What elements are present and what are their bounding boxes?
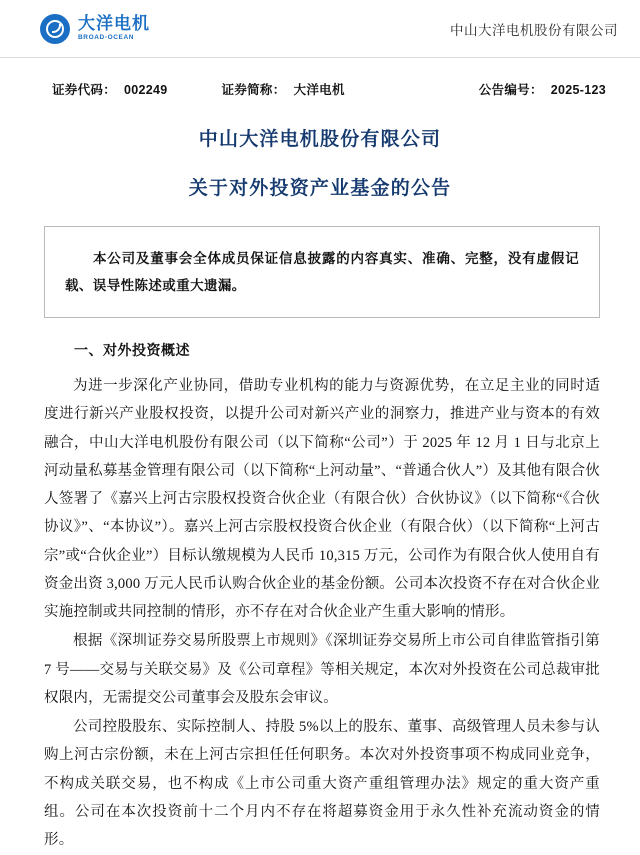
logo-text: [78, 15, 150, 42]
security-code-value: 002249: [124, 83, 168, 97]
body-paragraph: 为进一步深化产业协同，借助专业机构的能力与资源优势，在立足主业的同时适度进行新兴产业股权投资，以提升公司对新兴产业的洞察力，推进产业与资本的有效融合，中山大洋电机股份有限公司（以下简称“公司”）于 2025 年 12 月 1 日与北京上河动量私募基金管理有限公司（以下简称“上河动量”、“普通合伙人”）及其他有限合伙人签署了《嘉兴上河古宗股权投资合伙企业（有限合伙）合伙协议》（以下简称“《合伙协议》”、“本协议”）。嘉兴上河古宗股权投资合伙企业（有限合伙）（以下简称“上河古宗”或“合伙企业”）目标认缴规模为人民币 10,315 万元，公司作为有限合伙人使用自有资金出资 3,000 万元人民币认购合伙企业的基金份额。公司本次投资不存在对合伙企业实施控制或共同控制的情形，亦不存在对合伙企业产生重大影响的情形。: [44, 378, 600, 621]
notice-number-label: 公告编号：: [478, 83, 543, 97]
security-abbr-value: 大洋电机: [293, 83, 345, 97]
security-code: [52, 80, 168, 98]
document-header: [0, 0, 640, 58]
broad-ocean-logo-icon: [40, 14, 70, 44]
page-title: 中山大洋电机股份有限公司: [198, 129, 442, 150]
company-logo: [40, 14, 150, 44]
security-abbr: [222, 80, 345, 98]
logo-english-name: BROAD-OCEAN: [78, 34, 135, 42]
body-paragraph: 根据《深圳证券交易所股票上市规则》《深圳证券交易所上市公司自律监管指引第 7 号——交易与关联交易》及《公司章程》等相关规定，本次对外投资在公司总裁审批权限内，无需提交公司董事会及股东会审议。: [44, 633, 600, 706]
notice-number: [479, 80, 606, 98]
security-code-label: 证券代码：: [52, 83, 117, 97]
security-abbr-label: 证券简称：: [221, 83, 286, 97]
body-paragraph: 公司控股股东、实际控制人、持股 5%以上的股东、董事、高级管理人员未参与认购上河古宗份额，未在上河古宗担任任何职务。本次对外投资事项不构成同业竞争，不构成关联交易，也不构成《上市公司重大资产重组管理办法》规定的重大资产重组。公司在本次投资前十二个月内不存在将超募资金用于永久性补充流动资金的情形。: [44, 719, 600, 849]
section-heading: 一、对外投资概述: [74, 342, 190, 358]
notice-number-value: 2025-123: [550, 83, 606, 97]
disclaimer-box: [44, 226, 600, 318]
page-subtitle: 关于对外投资产业基金的公告: [188, 178, 452, 199]
document-meta-row: [0, 58, 640, 98]
logo-chinese-name: 大洋电机: [78, 14, 150, 34]
disclaimer-text: 本公司及董事会全体成员保证信息披露的内容真实、准确、完整，没有虚假记载、误导性陈述或重大遗漏。: [65, 251, 579, 293]
header-company-name: 中山大洋电机股份有限公司: [450, 22, 618, 38]
section-body: [44, 372, 600, 855]
